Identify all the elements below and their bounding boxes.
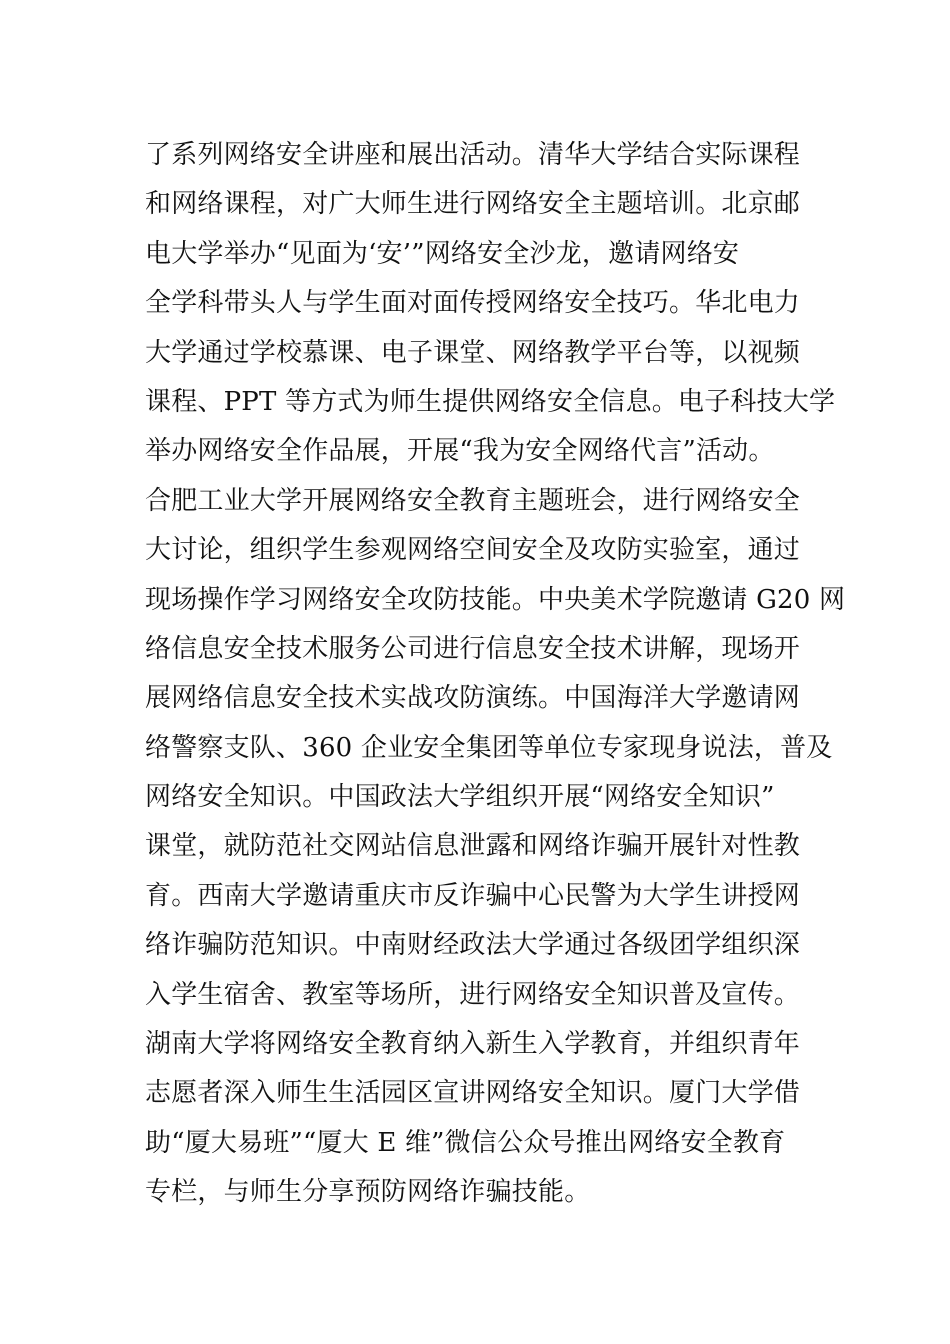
text-line: 课程、PPT 等方式为师生提供网络安全信息。电子科技大学	[145, 386, 836, 417]
text-line: 全学科带头人与学生面对面传授网络安全技巧。华北电力	[145, 288, 801, 319]
text-line: 课堂，就防范社交网站信息泄露和网络诈骗开展针对性教	[145, 831, 801, 862]
text-line: 志愿者深入师生生活园区宣讲网络安全知识。厦门大学借	[145, 1078, 801, 1109]
text-line: 入学生宿舍、教室等场所，进行网络安全知识普及宣传。	[145, 979, 801, 1010]
text-line: 络警察支队、360 企业安全集团等单位专家现身说法，普及	[145, 732, 833, 763]
text-line: 和网络课程，对广大师生进行网络安全主题培训。北京邮	[145, 189, 801, 220]
text-line: 助“厦大易班”“厦大 E 维”微信公众号推出网络安全教育	[145, 1127, 786, 1158]
text-line: 现场操作学习网络安全攻防技能。中央美术学院邀请 G20 网	[145, 584, 846, 615]
text-line: 大讨论，组织学生参观网络空间安全及攻防实验室，通过	[145, 535, 801, 566]
text-line: 络信息安全技术服务公司进行信息安全技术讲解，现场开	[145, 633, 801, 664]
text-line: 电大学举办“见面为‘安’”网络安全沙龙，邀请网络安	[145, 238, 740, 269]
body-paragraph	[145, 131, 845, 1218]
text-line: 展网络信息安全技术实战攻防演练。中国海洋大学邀请网	[145, 683, 801, 714]
text-line: 络诈骗防范知识。中南财经政法大学通过各级团学组织深	[145, 930, 801, 961]
text-line: 湖南大学将网络安全教育纳入新生入学教育，并组织青年	[145, 1029, 801, 1060]
text-line: 网络安全知识。中国政法大学组织开展“网络安全知识”	[145, 782, 775, 813]
text-line: 举办网络安全作品展，开展“我为安全网络代言”活动。	[145, 436, 775, 467]
text-line: 大学通过学校慕课、电子课堂、网络教学平台等，以视频	[145, 337, 801, 368]
text-line: 了系列网络安全讲座和展出活动。清华大学结合实际课程	[145, 140, 801, 170]
text-line: 育。西南大学邀请重庆市反诈骗中心民警为大学生讲授网	[145, 880, 801, 911]
text-line: 专栏，与师生分享预防网络诈骗技能。	[145, 1177, 591, 1208]
text-line: 合肥工业大学开展网络安全教育主题班会，进行网络安全	[145, 485, 801, 516]
